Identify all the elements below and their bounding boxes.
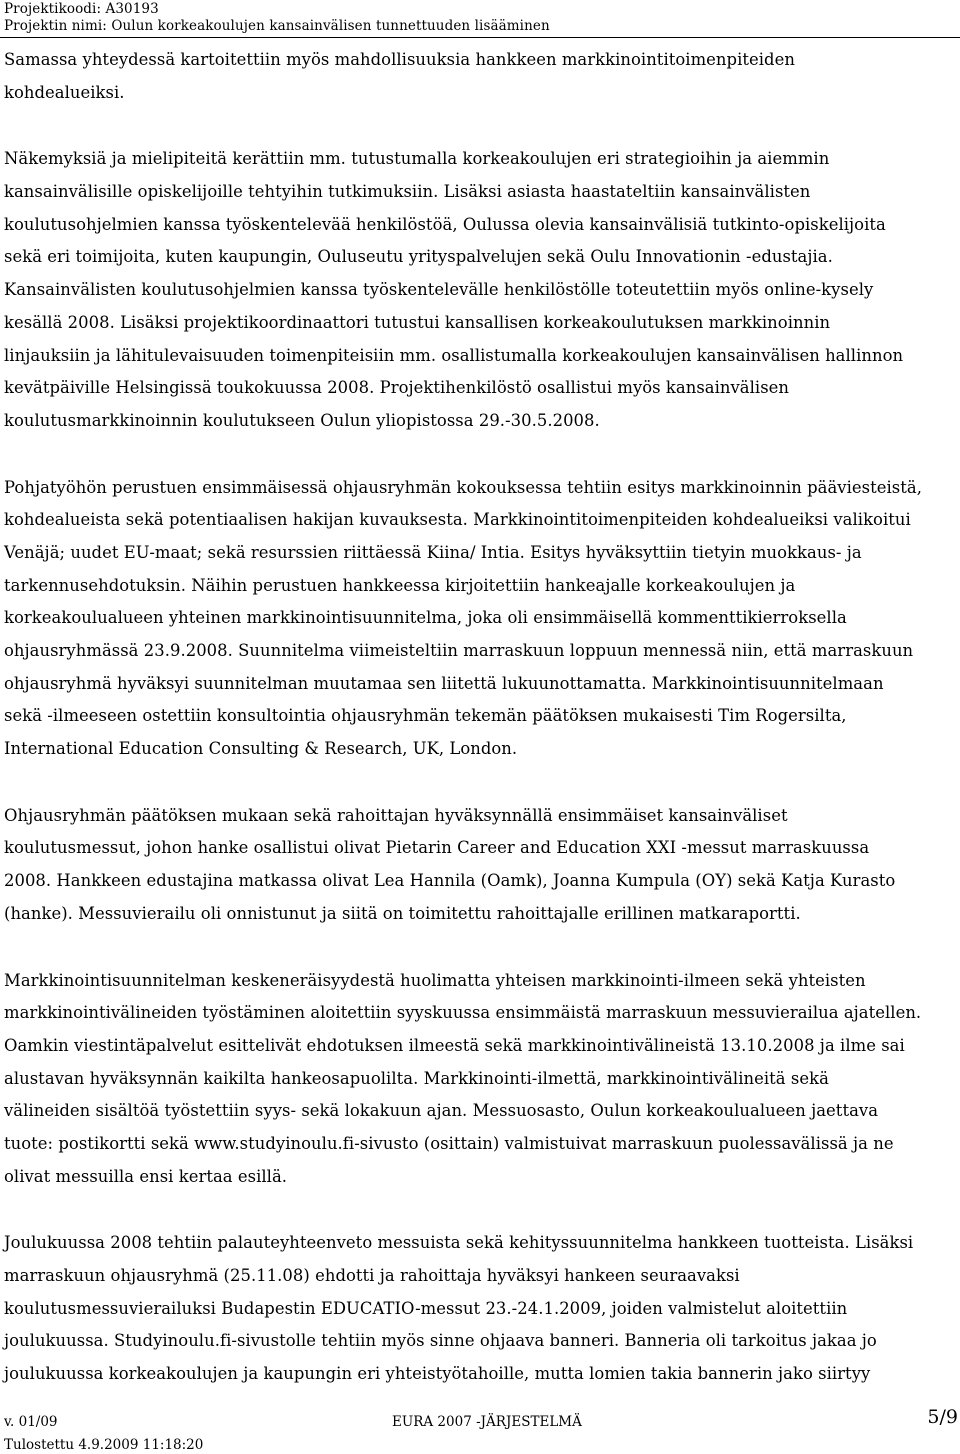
text-line: Markkinointisuunnitelman keskeneräisyydestä huolimatta yhteisen markkinointi-ilmeen sekä yhteisten bbox=[4, 970, 866, 990]
paragraph-5 bbox=[4, 965, 954, 1194]
text-line: Kansainvälisten koulutusohjelmien kanssa työskentelevälle henkilöstölle toteutettiin myös online-kysely bbox=[4, 280, 874, 300]
page-header bbox=[4, 1, 550, 35]
paragraph-4 bbox=[4, 800, 954, 931]
text-line: Ohjausryhmän päätöksen mukaan sekä rahoittajan hyväksynnällä ensimmäiset kansainväliset bbox=[4, 805, 788, 825]
page-number: 5/9 bbox=[927, 1406, 958, 1428]
text-line: koulutusohjelmien kanssa työskentelevää henkilöstöä, Oulussa olevia kansainvälisiä tutkinto-opiskelijoita bbox=[4, 214, 886, 234]
text-line: markkinointivälineiden työstäminen aloitettiin syyskuussa ensimmäistä marraskuun messuvierailua ajatellen. bbox=[4, 1003, 922, 1023]
text-line: tarkennusehdotuksin. Näihin perustuen hankkeessa kirjoitettiin hankeajalle korkeakoulujen ja bbox=[4, 575, 796, 595]
text-line: korkeakoulualueen yhteinen markkinointisuunnitelma, joka oli ensimmäisellä kommenttikierroksella bbox=[4, 608, 847, 628]
text-line: International Education Consulting & Research, UK, London. bbox=[4, 739, 518, 759]
text-line: linjauksiin ja lähitulevaisuuden toimenpiteisiin mm. osallistumalla korkeakoulujen kansainvälisen hallinnon bbox=[4, 345, 904, 365]
text-line: marraskuun ohjausryhmä (25.11.08) ehdotti ja rahoittaja hyväksyi hankeen seuraavaksi bbox=[4, 1266, 740, 1285]
text-line: (hanke). Messuvierailu oli onnistunut ja siitä on toimitettu rahoittajalle erillinen matkaraportti. bbox=[4, 903, 801, 923]
paragraph-6 bbox=[4, 1227, 954, 1390]
document-version: v. 01/09 bbox=[4, 1414, 58, 1430]
printed-timestamp: Tulostettu 4.9.2009 11:18:20 bbox=[4, 1437, 204, 1453]
project-name: Projektin nimi: Oulun korkeakoulujen kansainvälisen tunnettuuden lisääminen bbox=[4, 18, 550, 34]
text-line: kesällä 2008. Lisäksi projektikoordinaattori tutustui kansallisen korkeakoulutuksen markkinoinnin bbox=[4, 312, 831, 332]
text-line: välineiden sisältöä työstettiin syys- sekä lokakuun ajan. Messuosasto, Oulun korkeakoulualueen jaettava bbox=[4, 1101, 879, 1121]
text-line: olivat messuilla ensi kertaa esillä. bbox=[4, 1166, 288, 1186]
text-line: Näkemyksiä ja mielipiteitä kerättiin mm. tutustumalla korkeakoulujen eri strategioihin ja aiemmin bbox=[4, 149, 830, 169]
text-line: kohdealueiksi. bbox=[4, 82, 125, 102]
paragraph-1 bbox=[4, 44, 954, 109]
text-line: koulutusmarkkinoinnin koulutukseen Oulun yliopistossa 29.-30.5.2008. bbox=[4, 410, 600, 430]
text-line: sekä -ilmeeseen ostettiin konsultointia ohjausryhmän tekemän päätöksen mukaisesti Tim Rogersilta, bbox=[4, 706, 847, 726]
text-line: 2008. Hankkeen edustajina matkassa olivat Lea Hannila (Oamk), Joanna Kumpula (OY) sekä Katja Kurasto bbox=[4, 871, 896, 891]
text-line: joulukuussa korkeakoulujen ja kaupungin eri yhteistyötahoille, mutta lomien takia bannerin jako siirtyy bbox=[4, 1364, 871, 1384]
text-line: joulukuussa. Studyinoulu.fi-sivustolle tehtiin myös sinne ohjaava banneri. Banneria oli tarkoitus jakaa jo bbox=[4, 1331, 877, 1351]
text-line: Venäjä; uudet EU-maat; sekä resurssien riittäessä Kiina/ Intia. Esitys hyväksyttiin tietyin muokkaus- ja bbox=[4, 542, 862, 562]
text-line: kevätpäiville Helsingissä toukokuussa 2008. Projektihenkilöstö osallistui myös kansainvälisen bbox=[4, 378, 790, 398]
text-line: alustavan hyväksynnän kaikilta hankeosapuolilta. Markkinointi-ilmettä, markkinointivälineitä sekä bbox=[4, 1068, 829, 1088]
text-line: Joulukuussa 2008 tehtiin palauteyhteenveto messuista sekä kehityssuunnitelma hankkeen tuotteista. Lisäksi bbox=[4, 1233, 914, 1253]
text-line: koulutusmessuvierailuksi Budapestin EDUCATIO-messut 23.-24.1.2009, joiden valmistelut aloitettiin bbox=[4, 1298, 848, 1318]
text-line: Samassa yhteydessä kartoitettiin myös mahdollisuuksia hankkeen markkinointitoimenpiteiden bbox=[4, 50, 795, 69]
text-line: sekä eri toimijoita, kuten kaupungin, Ouluseutu yrityspalvelujen sekä Oulu Innovationin -edustajia. bbox=[4, 247, 833, 267]
paragraph-3 bbox=[4, 472, 954, 766]
text-line: kohdealueista sekä potentiaalisen hakijan kuvauksesta. Markkinointitoimenpiteiden kohdealueiksi valikoitui bbox=[4, 510, 911, 530]
project-code: Projektikoodi: A30193 bbox=[4, 1, 159, 17]
system-name: EURA 2007 -JÄRJESTELMÄ bbox=[392, 1414, 582, 1430]
text-line: ohjausryhmä hyväksyi suunnitelman muutamaa sen liitettä lukuunottamatta. Markkinointisuunnitelmaan bbox=[4, 673, 884, 693]
page-footer bbox=[4, 1406, 958, 1454]
header-divider bbox=[0, 37, 960, 38]
text-line: Oamkin viestintäpalvelut esittelivät ehdotuksen ilmeestä sekä markkinointivälineistä 13.10.2008 ja ilme sai bbox=[4, 1035, 905, 1055]
document-body bbox=[4, 44, 954, 1391]
text-line: Pohjatyöhön perustuen ensimmäisessä ohjausryhmän kokouksessa tehtiin esitys markkinoinnin pääviesteistä, bbox=[4, 477, 922, 497]
text-line: koulutusmessut, johon hanke osallistui olivat Pietarin Career and Education XXI -messut marraskuussa bbox=[4, 838, 870, 858]
text-line: kansainvälisille opiskelijoille tehtyihin tutkimuksiin. Lisäksi asiasta haastateltiin kansainvälisten bbox=[4, 182, 811, 202]
text-line: ohjausryhmässä 23.9.2008. Suunnitelma viimeisteltiin marraskuun loppuun mennessä niin, että marraskuun bbox=[4, 641, 914, 660]
text-line: tuote: postikortti sekä www.studyinoulu.fi-sivusto (osittain) valmistuivat marraskuun puolessavälissä ja ne bbox=[4, 1133, 894, 1153]
paragraph-2 bbox=[4, 143, 954, 437]
